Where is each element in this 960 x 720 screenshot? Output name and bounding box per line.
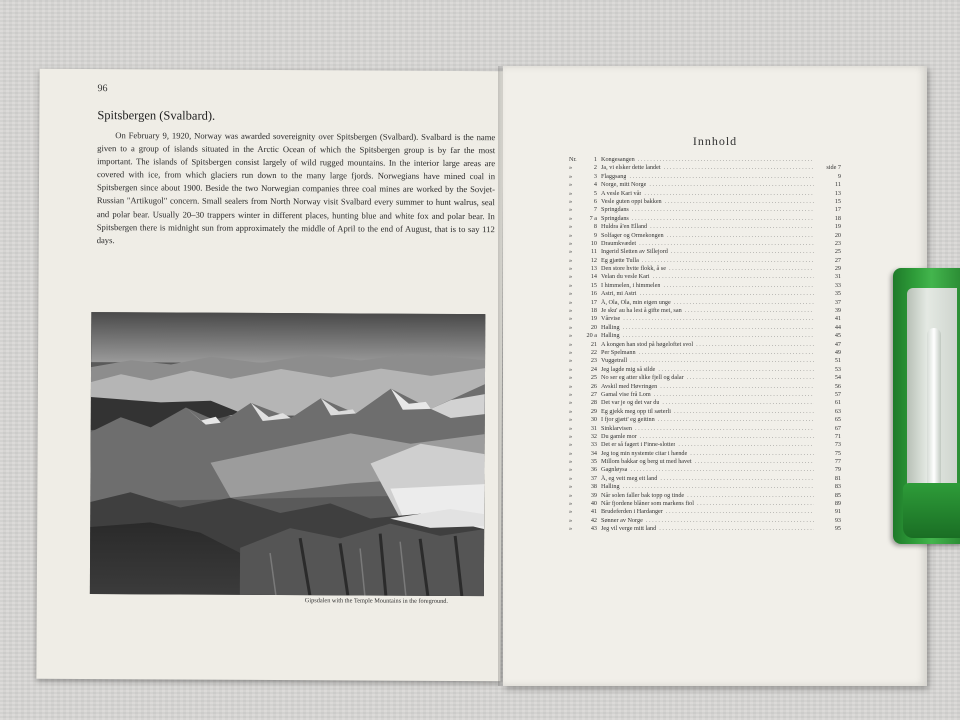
toc-entry [569, 349, 841, 357]
toc-leader-dots [690, 450, 814, 457]
toc-entry-page: 23 [834, 239, 841, 247]
toc-entry [569, 257, 841, 265]
toc-entry [569, 416, 841, 424]
toc-entry [569, 273, 841, 281]
toc-entry-title: Vuggetrall [601, 357, 628, 365]
toc-leader-dots [663, 282, 814, 289]
toc-entry-prefix: » [569, 458, 573, 466]
toc-entry-prefix: » [569, 206, 573, 214]
toc-entry [569, 425, 841, 433]
toc-entry-prefix: » [569, 298, 573, 306]
toc-entry-prefix: » [569, 525, 573, 533]
toc-entry [569, 374, 841, 382]
toc-leader-dots [674, 408, 814, 415]
toc-entry-number: 22 [590, 348, 597, 356]
toc-entry-prefix: » [569, 424, 573, 432]
toc-entry-title: A kongen han stod på høgeloftet svol [601, 340, 694, 348]
toc-leader-dots [638, 156, 814, 163]
toc-entry-page: 15 [834, 197, 841, 205]
toc-leader-dots [666, 508, 814, 515]
toc-entry-page: 54 [834, 374, 841, 382]
toc-leader-dots [662, 399, 814, 406]
green-stapler [893, 268, 960, 544]
toc-entry [569, 391, 841, 399]
toc-entry-page: 35 [834, 290, 841, 298]
toc-entry [569, 173, 841, 181]
toc-entry-prefix: » [569, 214, 573, 222]
toc-entry-title: Når solen faller bak topp og tinde [601, 491, 685, 499]
toc-entry-title: Halling [601, 323, 620, 331]
toc-leader-dots [687, 492, 814, 499]
toc-entry-prefix: » [569, 508, 573, 516]
toc-leader-dots [649, 181, 814, 188]
toc-entry-page: 49 [834, 348, 841, 356]
toc-entry-title: Å, eg veit meg eit land [601, 474, 658, 482]
toc-entry-title: Sinklarvisen [601, 424, 632, 432]
toc-entry-page: 85 [834, 491, 841, 499]
toc-entry-prefix: » [569, 348, 573, 356]
toc-entry-number: 42 [590, 516, 597, 524]
toc-entry-prefix: » [569, 516, 573, 524]
toc-leader-dots [623, 315, 814, 322]
toc-leader-dots [640, 290, 814, 297]
toc-leader-dots [658, 416, 814, 423]
toc-entry-title: Jeg vil verge mitt land [601, 525, 657, 533]
body-paragraph: On February 9, 1920, Norway was awarded sovereignity over Spitsbergen (Svalbard). Svalbard is the name given to a group of islands situated in the Arctic Ocean of which the Spitsbergen group is by far the most important. The islands of Spitsbergen consist largely of wild rugged mountains. In the interior large areas are covered with ice, from which glaciers run down to the many large fjords. Norwegians have mined coal in Spitsbergen since about 1900. Beside the two Norwegian companies three coal mines are worked by the Sovjet-Russian "Artikugol" concern. Small sealers from North Norway visit Svalbard every summer to hunt walrus, seal and polar bear. Usually 20–30 trappers winter in different places, hunting blue and white fox and polar bear. In Spitsbergen there is midnight sun from approximately the middle of April to the end of August, that is to say 112 days. [96, 130, 496, 245]
toc-entry-page: 11 [835, 181, 841, 189]
toc-entry-prefix: » [569, 231, 573, 239]
toc-entry [569, 240, 841, 248]
toc-entry-title: Norge, mitt Norge [601, 181, 647, 189]
toc-entry-page: 79 [834, 466, 841, 474]
toc-entry [569, 483, 841, 491]
toc-entry-prefix: » [569, 500, 573, 508]
toc-entry-title: Kongesangen [601, 156, 635, 163]
toc-entry-title: Sønner av Norge [601, 516, 643, 524]
toc-entry-page: 91 [834, 508, 841, 516]
toc-entry-prefix: » [569, 390, 573, 398]
toc-entry-prefix: » [569, 239, 573, 247]
body-paragraph-block [97, 129, 496, 249]
toc-entry [569, 315, 841, 323]
toc-entry-page: side 7 [826, 164, 841, 172]
toc-entry-title: Draumkvædet [601, 239, 637, 247]
toc-leader-dots [639, 240, 814, 247]
toc-entry-page: 73 [834, 441, 841, 449]
toc-leader-dots [632, 206, 814, 213]
toc-leader-dots [697, 500, 814, 507]
toc-entry-page: 18 [834, 214, 841, 222]
toc-entry-title: I himmelen, i himmelen [601, 281, 661, 289]
toc-entry [569, 525, 841, 533]
toc-entry-prefix: Nr. [569, 156, 577, 163]
toc-entry-number: 7 [593, 206, 597, 214]
toc-entry-number: 32 [590, 432, 597, 440]
toc-entry-title: Ja, vi elsker dette landet [601, 164, 661, 172]
table-of-contents [569, 156, 841, 534]
toc-entry-number: 2 [593, 164, 597, 172]
toc-leader-dots [671, 248, 814, 255]
toc-entry-title: Eg gjætte Tulla [601, 256, 639, 264]
toc-entry-prefix: » [569, 197, 573, 205]
toc-entry [569, 341, 841, 349]
toc-leader-dots [660, 383, 814, 390]
toc-entry-number: 31 [590, 424, 597, 432]
toc-entry-page: 83 [834, 483, 841, 491]
toc-entry-prefix: » [569, 290, 573, 298]
toc-entry-number: 16 [590, 290, 597, 298]
toc-entry [569, 232, 841, 240]
toc-entry-prefix: » [569, 223, 573, 231]
toc-entry-page: 95 [834, 525, 841, 533]
toc-entry [569, 408, 841, 416]
toc-entry-number: 41 [590, 508, 597, 516]
mountain-photo [90, 312, 485, 596]
right-page [503, 66, 927, 686]
toc-entry [569, 282, 841, 290]
stapler-base [903, 483, 960, 538]
toc-entry-number: 1 [593, 156, 597, 163]
toc-entry-page: 56 [834, 382, 841, 390]
toc-entry-title: Gamal vise frå Lom [601, 390, 651, 398]
toc-entry-number: 33 [590, 441, 597, 449]
toc-entry-page: 53 [834, 365, 841, 373]
toc-leader-dots [623, 332, 814, 339]
toc-entry-page: 65 [834, 416, 841, 424]
toc-entry-prefix: » [569, 474, 573, 482]
toc-entry-page: 19 [834, 223, 841, 231]
toc-entry-number: 43 [590, 525, 597, 533]
toc-leader-dots [630, 357, 814, 364]
toc-entry-page: 13 [834, 189, 841, 197]
toc-leader-dots [623, 324, 814, 331]
toc-leader-dots [632, 215, 814, 222]
toc-entry [569, 156, 841, 164]
toc-leader-dots [669, 265, 814, 272]
toc-entry-title: Jeg tog min nystemte citar i hænde [601, 449, 688, 457]
toc-entry [569, 357, 841, 365]
toc-entry-page: 27 [834, 256, 841, 264]
toc-entry-prefix: » [569, 491, 573, 499]
toc-entry [569, 164, 841, 172]
toc-entry-number: 9 [593, 231, 597, 239]
toc-entry-page: 44 [834, 323, 841, 331]
toc-leader-dots [640, 433, 814, 440]
toc-entry-title: Den store hvite flokk, å se [601, 265, 666, 273]
toc-entry-title: No ser eg atter slike fjell og dalar [601, 374, 684, 382]
toc-entry-number: 40 [590, 500, 597, 508]
toc-entry-number: 26 [590, 382, 597, 390]
toc-entry-number: 11 [591, 248, 597, 256]
toc-entry-page: 51 [834, 357, 841, 365]
toc-entry-page: 41 [834, 315, 841, 323]
toc-entry-prefix: » [569, 432, 573, 440]
toc-entry-number: 27 [590, 390, 597, 398]
toc-entry-prefix: » [569, 374, 573, 382]
toc-entry-page: 20 [834, 231, 841, 239]
toc-entry-page: 61 [834, 399, 841, 407]
toc-entry-title: Je sku' au ha lest å gifte mei, san [601, 307, 682, 315]
toc-entry [569, 198, 841, 206]
toc-leader-dots [629, 173, 814, 180]
toc-entry [569, 399, 841, 407]
toc-entry-title: Det er så fagert i Finne-slotter [601, 441, 676, 449]
toc-leader-dots [687, 374, 814, 381]
toc-entry-title: Halling [601, 332, 620, 340]
photo-caption: Gipsdalen with the Temple Mountains in the foreground. [304, 597, 449, 605]
toc-entry [569, 265, 841, 273]
toc-entry-number: 8 [593, 223, 597, 231]
toc-entry-title: Huldra å'en Elland [601, 223, 648, 231]
toc-leader-dots [654, 391, 814, 398]
toc-leader-dots [664, 164, 814, 171]
toc-entry [569, 190, 841, 198]
toc-entry [569, 206, 841, 214]
toc-entry-number: 34 [590, 449, 597, 457]
toc-entry-number: 36 [590, 466, 597, 474]
toc-entry-prefix: » [569, 307, 573, 315]
toc-entry [569, 450, 841, 458]
toc-leader-dots [639, 349, 814, 356]
toc-entry-number: 24 [590, 365, 597, 373]
toc-leader-dots [623, 483, 814, 490]
toc-entry-number: 29 [590, 407, 597, 415]
toc-entry-number: 14 [590, 273, 597, 281]
toc-entry-number: 13 [590, 265, 597, 273]
toc-entry-title: Når fjordene blåner som markens fiol [601, 500, 694, 508]
toc-entry-page: 39 [834, 307, 841, 315]
toc-entry-page: 31 [834, 273, 841, 281]
toc-entry-prefix: » [569, 172, 573, 180]
toc-entry-page: 77 [834, 458, 841, 466]
toc-entry-title: Brudeferden i Hardanger [601, 508, 663, 516]
toc-entry-page: 75 [834, 449, 841, 457]
toc-entry-number: 39 [590, 491, 597, 499]
toc-entry [569, 466, 841, 474]
toc-entry-prefix: » [569, 466, 573, 474]
toc-entry-page: 57 [834, 390, 841, 398]
toc-entry-number: 17 [590, 298, 597, 306]
toc-entry-prefix: » [569, 273, 573, 281]
toc-entry-prefix: » [569, 365, 573, 373]
toc-entry-prefix: » [569, 382, 573, 390]
toc-entry-title: Ingerid Sletten av Sillejord [601, 248, 668, 256]
toc-entry-title: Vesle guten oppi bakken [601, 197, 662, 205]
toc-entry-number: 3 [593, 172, 597, 180]
toc-entry-title: Eg gjekk meg opp til sæterli [601, 407, 671, 415]
toc-leader-dots [665, 198, 814, 205]
toc-entry [569, 458, 841, 466]
toc-leader-dots [667, 232, 814, 239]
toc-entry [569, 433, 841, 441]
toc-entry-number: 10 [590, 239, 597, 247]
toc-entry-number: 7 a [589, 214, 597, 222]
toc-leader-dots [653, 273, 814, 280]
toc-entry-number: 20 a [586, 332, 597, 340]
toc-entry-page: 63 [834, 407, 841, 415]
toc-leader-dots [630, 466, 814, 473]
toc-entry [569, 475, 841, 483]
toc-entry-page: 45 [834, 332, 841, 340]
toc-leader-dots [644, 190, 814, 197]
toc-entry-title: Jeg lagde mig så silde [601, 365, 656, 373]
toc-leader-dots [642, 257, 814, 264]
toc-entry-title: Velan du vesle Kari [601, 273, 650, 281]
toc-entry [569, 492, 841, 500]
toc-entry-title: Per Spelmann [601, 348, 636, 356]
toc-entry-page: 29 [834, 265, 841, 273]
toc-entry-page: 25 [834, 248, 841, 256]
toc-title: Innhold [692, 134, 738, 148]
toc-entry-page: 71 [834, 432, 841, 440]
toc-entry-prefix: » [569, 181, 573, 189]
toc-entry-page: 37 [834, 298, 841, 306]
toc-entry [569, 324, 841, 332]
toc-entry-prefix: » [569, 248, 573, 256]
toc-entry [569, 517, 841, 525]
toc-entry-title: Halling [601, 483, 620, 491]
toc-entry-title: Astri, mi Astri [601, 290, 637, 298]
toc-entry-number: 35 [590, 458, 597, 466]
toc-entry [569, 307, 841, 315]
toc-entry-title: Å, Ola, Ola, min eigen unge [601, 298, 671, 306]
toc-entry [569, 248, 841, 256]
toc-entry-number: 20 [590, 323, 597, 331]
toc-entry-number: 5 [593, 189, 597, 197]
toc-entry-title: Springdans [601, 214, 629, 222]
left-page [36, 69, 503, 681]
toc-entry-prefix: » [569, 399, 573, 407]
toc-entry-prefix: » [569, 483, 573, 491]
toc-entry-number: 6 [593, 197, 597, 205]
toc-entry-title: Vårvise [601, 315, 621, 323]
toc-leader-dots [696, 341, 814, 348]
toc-entry-prefix: » [569, 416, 573, 424]
toc-entry [569, 366, 841, 374]
toc-entry-number: 25 [590, 374, 597, 382]
toc-entry-number: 23 [590, 357, 597, 365]
toc-entry-page: 33 [834, 281, 841, 289]
toc-entry-title: Flaggsang [601, 172, 627, 180]
toc-entry-title: I fjor gjætt' eg geitinn [601, 416, 655, 424]
toc-entry-number: 12 [590, 256, 597, 264]
toc-leader-dots [646, 517, 814, 524]
toc-entry-prefix: » [569, 164, 573, 172]
toc-entry-title: Millom bakkar og berg ut med havet [601, 458, 692, 466]
toc-entry-number: 4 [593, 181, 597, 189]
toc-entry-number: 28 [590, 399, 597, 407]
toc-entry-prefix: » [569, 357, 573, 365]
toc-entry-prefix: » [569, 323, 573, 331]
toc-entry-prefix: » [569, 256, 573, 264]
toc-entry [569, 223, 841, 231]
toc-entry [569, 181, 841, 189]
toc-entry-number: 19 [590, 315, 597, 323]
toc-entry-prefix: » [569, 189, 573, 197]
toc-entry [569, 383, 841, 391]
toc-entry-number: 21 [590, 340, 597, 348]
toc-entry-page: 81 [834, 474, 841, 482]
toc-entry-page: 67 [834, 424, 841, 432]
toc-entry-prefix: » [569, 407, 573, 415]
toc-entry [569, 508, 841, 516]
toc-entry [569, 441, 841, 449]
toc-leader-dots [674, 299, 814, 306]
toc-entry-page: 17 [834, 206, 841, 214]
toc-entry-title: Gagnløysa [601, 466, 628, 474]
toc-entry-prefix: » [569, 441, 573, 449]
toc-entry-title: Solfager og Ormekongen [601, 231, 664, 239]
toc-entry-title: A vesle Kari vår [601, 189, 642, 197]
toc-entry [569, 500, 841, 508]
toc-entry-prefix: » [569, 332, 573, 340]
section-heading: Spitsbergen (Svalbard). [97, 108, 216, 123]
toc-entry-number: 18 [590, 307, 597, 315]
toc-leader-dots [685, 307, 814, 314]
toc-entry-title: Avskil med Høvringen [601, 382, 658, 390]
toc-entry-prefix: » [569, 281, 573, 289]
toc-entry [569, 299, 841, 307]
toc-leader-dots [659, 525, 814, 532]
toc-leader-dots [650, 223, 814, 230]
toc-leader-dots [678, 441, 814, 448]
toc-entry-title: Det var je og det var du [601, 399, 660, 407]
toc-entry-prefix: » [569, 340, 573, 348]
toc-entry [569, 215, 841, 223]
toc-entry-number: 30 [590, 416, 597, 424]
toc-leader-dots [660, 475, 814, 482]
page-number: 96 [97, 83, 108, 95]
toc-entry-page: 93 [834, 516, 841, 524]
toc-entry-prefix: » [569, 315, 573, 323]
toc-entry-number: 15 [590, 281, 597, 289]
toc-leader-dots [658, 366, 814, 373]
toc-entry-number: 38 [590, 483, 597, 491]
toc-entry-title: Springdans [601, 206, 629, 214]
toc-entry-page: 89 [834, 500, 841, 508]
toc-entry-prefix: » [569, 265, 573, 273]
toc-entry-title: Du gamle mor [601, 432, 637, 440]
toc-entry [569, 332, 841, 340]
toc-entry-number: 37 [590, 474, 597, 482]
toc-entry-page: 47 [834, 340, 841, 348]
toc-leader-dots [635, 425, 814, 432]
toc-entry [569, 290, 841, 298]
toc-entry-page: 9 [837, 172, 841, 180]
toc-leader-dots [695, 458, 814, 465]
toc-entry-prefix: » [569, 449, 573, 457]
